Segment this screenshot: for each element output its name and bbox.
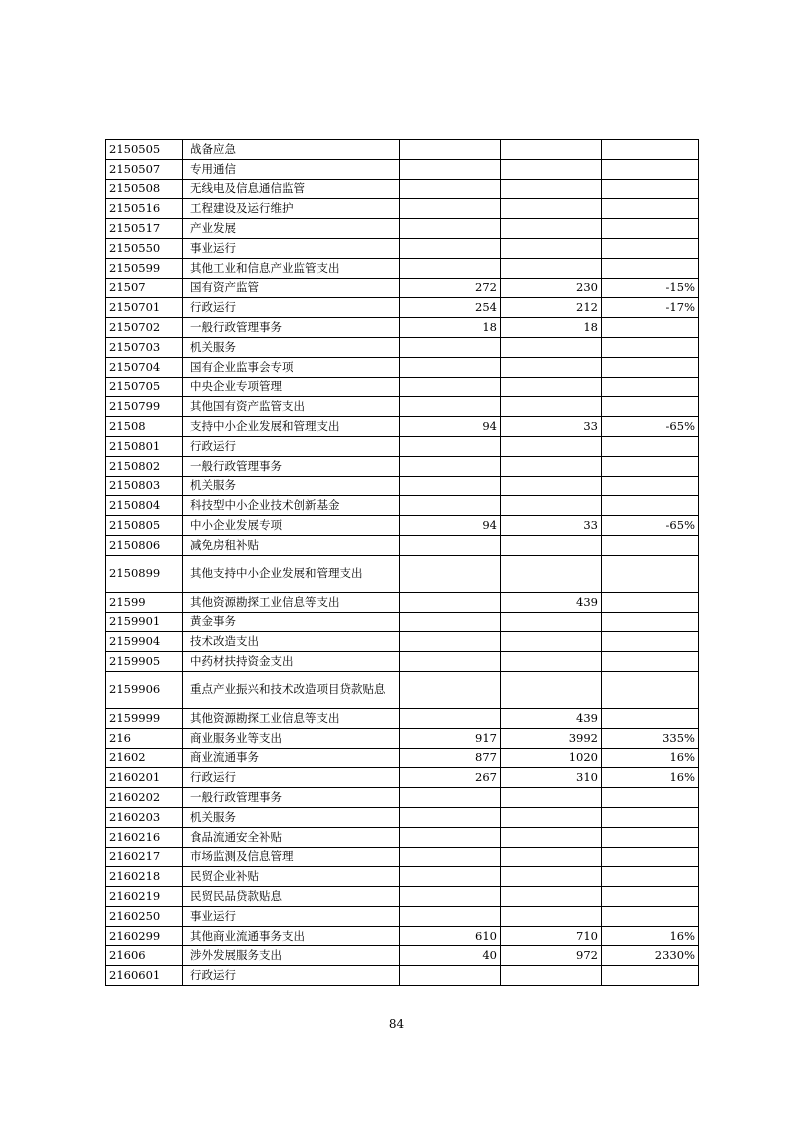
change-rate-cell: 16% [602, 748, 699, 768]
change-rate-cell: 16% [602, 768, 699, 788]
table-row [106, 728, 699, 748]
prior-amount-cell: 254 [400, 298, 501, 318]
code-cell: 2150703 [106, 337, 183, 357]
table-row [106, 748, 699, 768]
change-rate-cell: 16% [602, 926, 699, 946]
table-row [106, 906, 699, 926]
change-rate-cell [602, 397, 699, 417]
current-amount-cell: 3992 [501, 728, 602, 748]
code-cell: 2150802 [106, 456, 183, 476]
table-row [106, 966, 699, 986]
prior-amount-cell [400, 377, 501, 397]
current-amount-cell [501, 258, 602, 278]
table-row [106, 417, 699, 437]
item-name-cell: 战备应急 [183, 140, 400, 160]
item-name-cell: 民贸企业补贴 [183, 867, 400, 887]
prior-amount-cell: 94 [400, 516, 501, 536]
code-cell: 21508 [106, 417, 183, 437]
code-cell: 2150806 [106, 535, 183, 555]
table-row [106, 592, 699, 612]
table-row [106, 708, 699, 728]
current-amount-cell: 310 [501, 768, 602, 788]
table-row [106, 887, 699, 907]
code-cell: 2150508 [106, 179, 183, 199]
item-name-cell: 中小企业发展专项 [183, 516, 400, 536]
prior-amount-cell [400, 140, 501, 160]
change-rate-cell [602, 377, 699, 397]
change-rate-cell [602, 179, 699, 199]
code-cell: 2150550 [106, 238, 183, 258]
change-rate-cell: -15% [602, 278, 699, 298]
change-rate-cell [602, 788, 699, 808]
code-cell: 21602 [106, 748, 183, 768]
change-rate-cell [602, 476, 699, 496]
current-amount-cell [501, 847, 602, 867]
table-row [106, 219, 699, 239]
current-amount-cell [501, 535, 602, 555]
current-amount-cell [501, 612, 602, 632]
item-name-cell: 事业运行 [183, 238, 400, 258]
table-row [106, 238, 699, 258]
code-cell: 2160217 [106, 847, 183, 867]
change-rate-cell [602, 357, 699, 377]
budget-table [105, 139, 699, 986]
item-name-cell: 商业流通事务 [183, 748, 400, 768]
code-cell: 2150803 [106, 476, 183, 496]
current-amount-cell [501, 238, 602, 258]
item-name-cell: 机关服务 [183, 476, 400, 496]
prior-amount-cell: 267 [400, 768, 501, 788]
code-cell: 2160299 [106, 926, 183, 946]
current-amount-cell [501, 397, 602, 417]
table-row [106, 337, 699, 357]
code-cell: 2150516 [106, 199, 183, 219]
current-amount-cell: 230 [501, 278, 602, 298]
code-cell: 2160250 [106, 906, 183, 926]
change-rate-cell [602, 827, 699, 847]
current-amount-cell [501, 887, 602, 907]
code-cell: 2150701 [106, 298, 183, 318]
table-row [106, 258, 699, 278]
change-rate-cell [602, 140, 699, 160]
current-amount-cell: 972 [501, 946, 602, 966]
change-rate-cell [602, 159, 699, 179]
current-amount-cell: 33 [501, 516, 602, 536]
change-rate-cell: -65% [602, 417, 699, 437]
prior-amount-cell: 272 [400, 278, 501, 298]
code-cell: 2160203 [106, 807, 183, 827]
change-rate-cell [602, 436, 699, 456]
table-row [106, 926, 699, 946]
prior-amount-cell [400, 906, 501, 926]
code-cell: 21599 [106, 592, 183, 612]
prior-amount-cell: 610 [400, 926, 501, 946]
item-name-cell: 支持中小企业发展和管理支出 [183, 417, 400, 437]
code-cell: 2160219 [106, 887, 183, 907]
code-cell: 2150505 [106, 140, 183, 160]
item-name-cell: 涉外发展服务支出 [183, 946, 400, 966]
prior-amount-cell [400, 671, 501, 708]
current-amount-cell [501, 476, 602, 496]
prior-amount-cell [400, 238, 501, 258]
change-rate-cell [602, 671, 699, 708]
prior-amount-cell [400, 199, 501, 219]
prior-amount-cell [400, 632, 501, 652]
item-name-cell: 一般行政管理事务 [183, 318, 400, 338]
item-name-cell: 工程建设及运行维护 [183, 199, 400, 219]
item-name-cell: 重点产业振兴和技术改造项目贷款贴息 [183, 671, 400, 708]
table-row [106, 788, 699, 808]
code-cell: 2150804 [106, 496, 183, 516]
prior-amount-cell [400, 652, 501, 672]
change-rate-cell [602, 535, 699, 555]
code-cell: 2159999 [106, 708, 183, 728]
current-amount-cell [501, 555, 602, 592]
current-amount-cell [501, 496, 602, 516]
prior-amount-cell [400, 337, 501, 357]
code-cell: 2159904 [106, 632, 183, 652]
current-amount-cell [501, 671, 602, 708]
item-name-cell: 科技型中小企业技术创新基金 [183, 496, 400, 516]
change-rate-cell [602, 199, 699, 219]
code-cell: 2150704 [106, 357, 183, 377]
table-row [106, 632, 699, 652]
code-cell: 2150799 [106, 397, 183, 417]
current-amount-cell [501, 966, 602, 986]
item-name-cell: 商业服务业等支出 [183, 728, 400, 748]
current-amount-cell [501, 179, 602, 199]
prior-amount-cell: 40 [400, 946, 501, 966]
prior-amount-cell [400, 592, 501, 612]
change-rate-cell: -65% [602, 516, 699, 536]
item-name-cell: 其他工业和信息产业监管支出 [183, 258, 400, 278]
code-cell: 2160601 [106, 966, 183, 986]
item-name-cell: 减免房租补贴 [183, 535, 400, 555]
code-cell: 2150705 [106, 377, 183, 397]
code-cell: 2159901 [106, 612, 183, 632]
item-name-cell: 事业运行 [183, 906, 400, 926]
current-amount-cell: 710 [501, 926, 602, 946]
current-amount-cell [501, 436, 602, 456]
change-rate-cell [602, 807, 699, 827]
item-name-cell: 一般行政管理事务 [183, 456, 400, 476]
change-rate-cell: 335% [602, 728, 699, 748]
prior-amount-cell [400, 159, 501, 179]
prior-amount-cell [400, 612, 501, 632]
code-cell: 21507 [106, 278, 183, 298]
change-rate-cell [602, 318, 699, 338]
table-row [106, 867, 699, 887]
prior-amount-cell [400, 436, 501, 456]
change-rate-cell [602, 219, 699, 239]
item-name-cell: 中药材扶持资金支出 [183, 652, 400, 672]
current-amount-cell [501, 337, 602, 357]
prior-amount-cell [400, 219, 501, 239]
table-row [106, 357, 699, 377]
change-rate-cell [602, 496, 699, 516]
change-rate-cell [602, 337, 699, 357]
code-cell: 2160202 [106, 788, 183, 808]
code-cell: 2150507 [106, 159, 183, 179]
code-cell: 2160201 [106, 768, 183, 788]
item-name-cell: 技术改造支出 [183, 632, 400, 652]
prior-amount-cell [400, 456, 501, 476]
current-amount-cell [501, 159, 602, 179]
table-row [106, 516, 699, 536]
change-rate-cell [602, 708, 699, 728]
table-row [106, 397, 699, 417]
current-amount-cell: 439 [501, 592, 602, 612]
prior-amount-cell [400, 357, 501, 377]
prior-amount-cell [400, 887, 501, 907]
prior-amount-cell [400, 708, 501, 728]
change-rate-cell [602, 652, 699, 672]
item-name-cell: 行政运行 [183, 966, 400, 986]
prior-amount-cell [400, 966, 501, 986]
change-rate-cell [602, 887, 699, 907]
table-row [106, 318, 699, 338]
current-amount-cell: 1020 [501, 748, 602, 768]
item-name-cell: 行政运行 [183, 436, 400, 456]
item-name-cell: 中央企业专项管理 [183, 377, 400, 397]
change-rate-cell [602, 847, 699, 867]
item-name-cell: 其他国有资产监管支出 [183, 397, 400, 417]
current-amount-cell [501, 807, 602, 827]
item-name-cell: 国有企业监事会专项 [183, 357, 400, 377]
table-row [106, 159, 699, 179]
item-name-cell: 产业发展 [183, 219, 400, 239]
page-number: 84 [388, 1017, 405, 1031]
code-cell: 2160218 [106, 867, 183, 887]
prior-amount-cell [400, 807, 501, 827]
item-name-cell: 其他资源勘探工业信息等支出 [183, 708, 400, 728]
change-rate-cell [602, 966, 699, 986]
code-cell: 2150702 [106, 318, 183, 338]
item-name-cell: 行政运行 [183, 298, 400, 318]
change-rate-cell: 2330% [602, 946, 699, 966]
table-row [106, 298, 699, 318]
item-name-cell: 国有资产监管 [183, 278, 400, 298]
change-rate-cell [602, 258, 699, 278]
change-rate-cell: -17% [602, 298, 699, 318]
table-row [106, 652, 699, 672]
current-amount-cell: 18 [501, 318, 602, 338]
prior-amount-cell [400, 847, 501, 867]
item-name-cell: 一般行政管理事务 [183, 788, 400, 808]
prior-amount-cell [400, 476, 501, 496]
current-amount-cell [501, 456, 602, 476]
change-rate-cell [602, 632, 699, 652]
table-row [106, 946, 699, 966]
item-name-cell: 专用通信 [183, 159, 400, 179]
table-row [106, 436, 699, 456]
change-rate-cell [602, 906, 699, 926]
code-cell: 2150517 [106, 219, 183, 239]
table-row [106, 555, 699, 592]
prior-amount-cell [400, 397, 501, 417]
table-row [106, 456, 699, 476]
table-row [106, 377, 699, 397]
table-row [106, 179, 699, 199]
code-cell: 216 [106, 728, 183, 748]
change-rate-cell [602, 867, 699, 887]
code-cell: 2160216 [106, 827, 183, 847]
item-name-cell: 机关服务 [183, 807, 400, 827]
item-name-cell: 市场监测及信息管理 [183, 847, 400, 867]
code-cell: 2150805 [106, 516, 183, 536]
current-amount-cell [501, 357, 602, 377]
item-name-cell: 无线电及信息通信监管 [183, 179, 400, 199]
table-row [106, 827, 699, 847]
prior-amount-cell: 94 [400, 417, 501, 437]
prior-amount-cell [400, 535, 501, 555]
prior-amount-cell [400, 788, 501, 808]
prior-amount-cell [400, 258, 501, 278]
current-amount-cell [501, 652, 602, 672]
current-amount-cell [501, 906, 602, 926]
table-row [106, 768, 699, 788]
change-rate-cell [602, 238, 699, 258]
table-row [106, 476, 699, 496]
table-row [106, 612, 699, 632]
prior-amount-cell [400, 827, 501, 847]
item-name-cell: 黄金事务 [183, 612, 400, 632]
code-cell: 2159905 [106, 652, 183, 672]
current-amount-cell: 439 [501, 708, 602, 728]
code-cell: 2150599 [106, 258, 183, 278]
item-name-cell: 其他支持中小企业发展和管理支出 [183, 555, 400, 592]
prior-amount-cell [400, 496, 501, 516]
item-name-cell: 其他商业流通事务支出 [183, 926, 400, 946]
current-amount-cell [501, 377, 602, 397]
change-rate-cell [602, 555, 699, 592]
table-row [106, 807, 699, 827]
current-amount-cell [501, 867, 602, 887]
table-row [106, 847, 699, 867]
prior-amount-cell [400, 555, 501, 592]
prior-amount-cell [400, 867, 501, 887]
item-name-cell: 民贸民品贷款贴息 [183, 887, 400, 907]
table-row [106, 535, 699, 555]
prior-amount-cell: 917 [400, 728, 501, 748]
current-amount-cell [501, 199, 602, 219]
current-amount-cell: 212 [501, 298, 602, 318]
prior-amount-cell [400, 179, 501, 199]
change-rate-cell [602, 592, 699, 612]
table-row [106, 671, 699, 708]
current-amount-cell [501, 219, 602, 239]
item-name-cell: 其他资源勘探工业信息等支出 [183, 592, 400, 612]
budget-table-body [106, 140, 699, 986]
table-row [106, 278, 699, 298]
prior-amount-cell: 877 [400, 748, 501, 768]
code-cell: 2159906 [106, 671, 183, 708]
change-rate-cell [602, 612, 699, 632]
item-name-cell: 食品流通安全补贴 [183, 827, 400, 847]
code-cell: 21606 [106, 946, 183, 966]
current-amount-cell [501, 827, 602, 847]
current-amount-cell [501, 788, 602, 808]
change-rate-cell [602, 456, 699, 476]
item-name-cell: 行政运行 [183, 768, 400, 788]
current-amount-cell: 33 [501, 417, 602, 437]
code-cell: 2150899 [106, 555, 183, 592]
code-cell: 2150801 [106, 436, 183, 456]
item-name-cell: 机关服务 [183, 337, 400, 357]
current-amount-cell [501, 140, 602, 160]
current-amount-cell [501, 632, 602, 652]
table-row [106, 140, 699, 160]
table-row [106, 199, 699, 219]
table-row [106, 496, 699, 516]
prior-amount-cell: 18 [400, 318, 501, 338]
